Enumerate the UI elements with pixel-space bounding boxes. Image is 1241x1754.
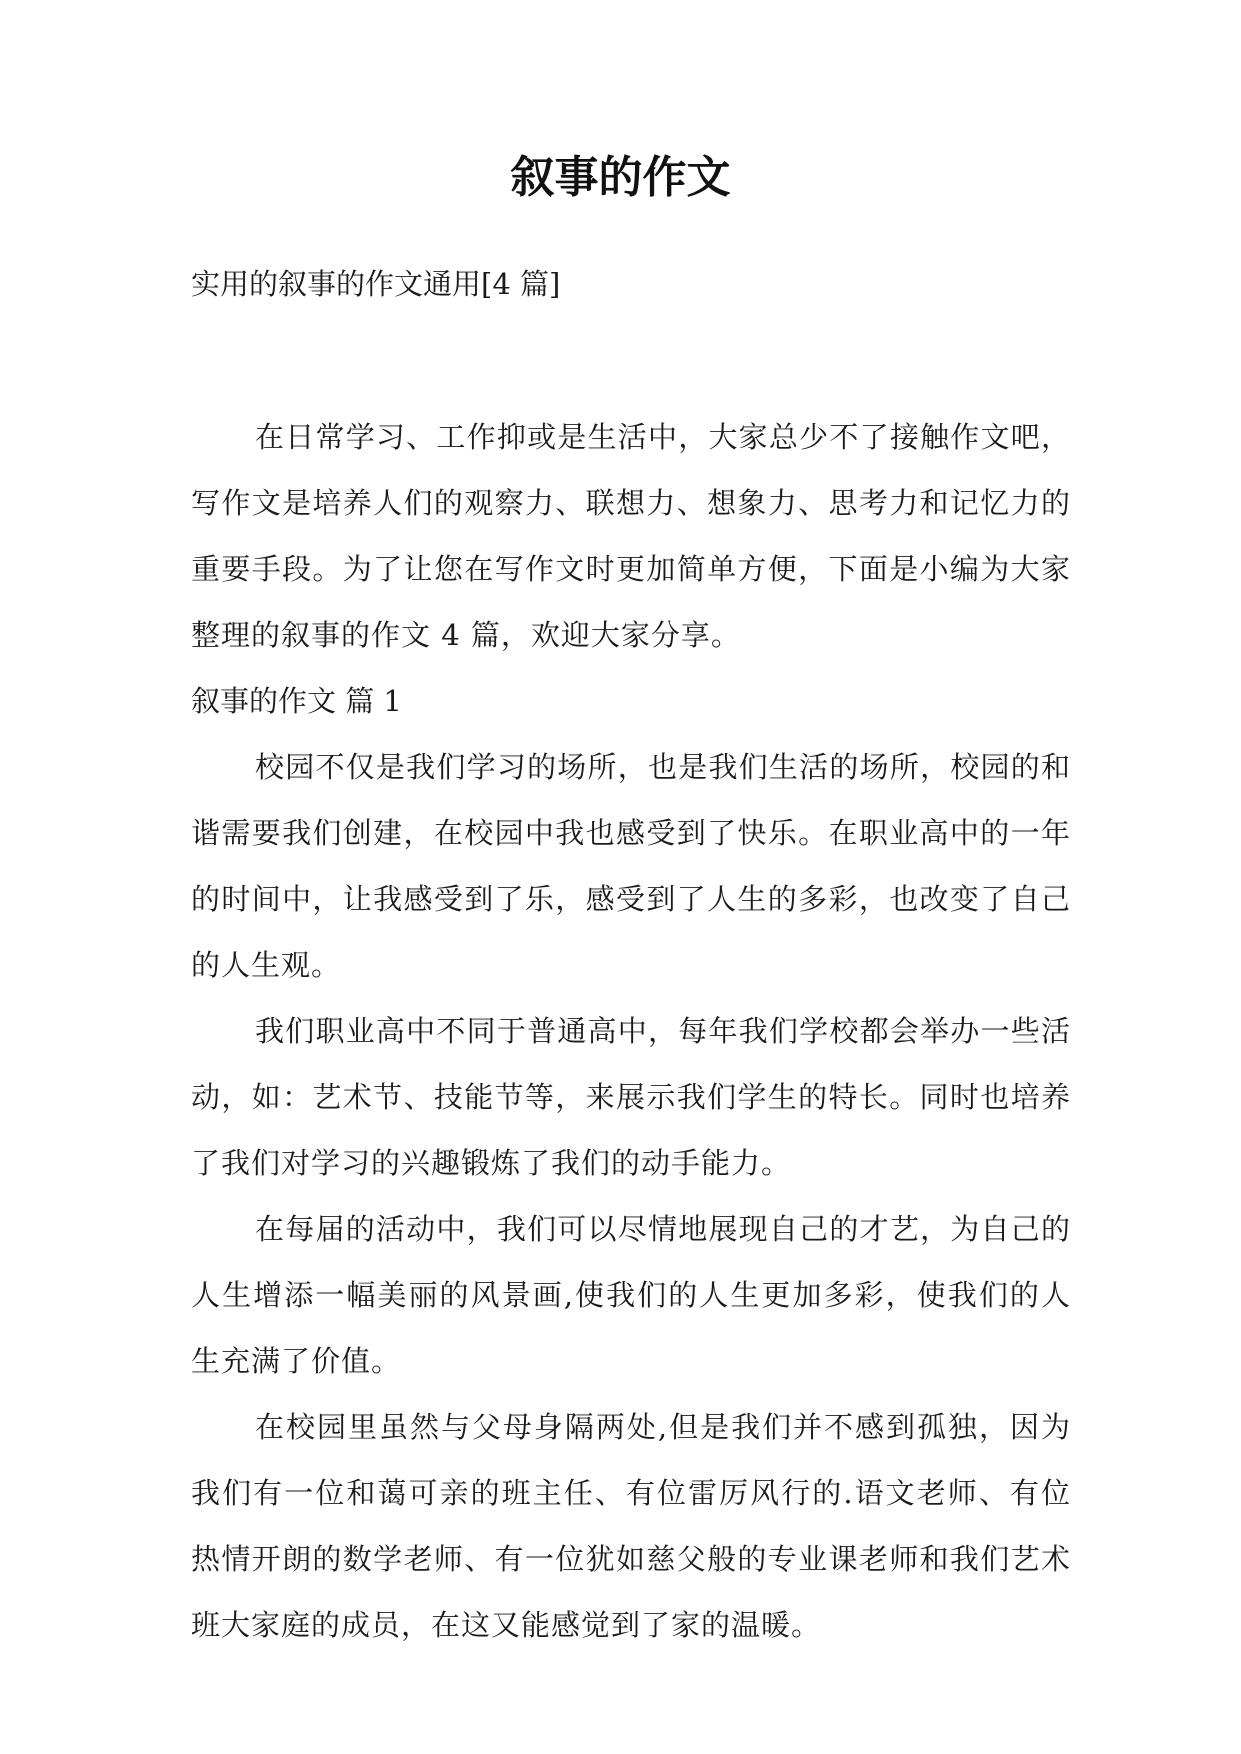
document-body bbox=[191, 404, 1071, 1658]
body-paragraph-2: 我们职业高中不同于普通高中，每年我们学校都会举办一些活动，如：艺术节、技能节等，来展示我们学生的特长。同时也培养了我们对学习的兴趣锻炼了我们的动手能力。 bbox=[191, 1014, 1071, 1180]
document-subtitle: 实用的叙事的作文通用[4 篇] bbox=[191, 267, 561, 301]
body-paragraph-1: 校园不仅是我们学习的场所，也是我们生活的场所，校园的和谐需要我们创建，在校园中我也感受到了快乐。在职业高中的一年的时间中，让我感受到了乐，感受到了人生的多彩，也改变了自己的人生观。 bbox=[191, 750, 1071, 982]
body-paragraph-3: 在每届的活动中，我们可以尽情地展现自己的才艺，为自己的人生增添一幅美丽的风景画,使我们的人生更加多彩，使我们的人生充满了价值。 bbox=[191, 1212, 1071, 1378]
body-paragraph-4: 在校园里虽然与父母身隔两处,但是我们并不感到孤独，因为我们有一位和蔼可亲的班主任、有位雷厉风行的.语文老师、有位热情开朗的数学老师、有一位犹如慈父般的专业课老师和我们艺术班大家庭的成员，在这又能感觉到了家的温暖。 bbox=[191, 1410, 1071, 1642]
section-heading: 叙事的作文 篇 1 bbox=[191, 684, 402, 718]
intro-paragraph: 在日常学习、工作抑或是生活中，大家总少不了接触作文吧，写作文是培养人们的观察力、联想力、想象力、思考力和记忆力的重要手段。为了让您在写作文时更加简单方便，下面是小编为大家整理的叙事的作文 4 篇，欢迎大家分享。 bbox=[191, 420, 1071, 652]
page-title: 叙事的作文 bbox=[510, 152, 731, 203]
